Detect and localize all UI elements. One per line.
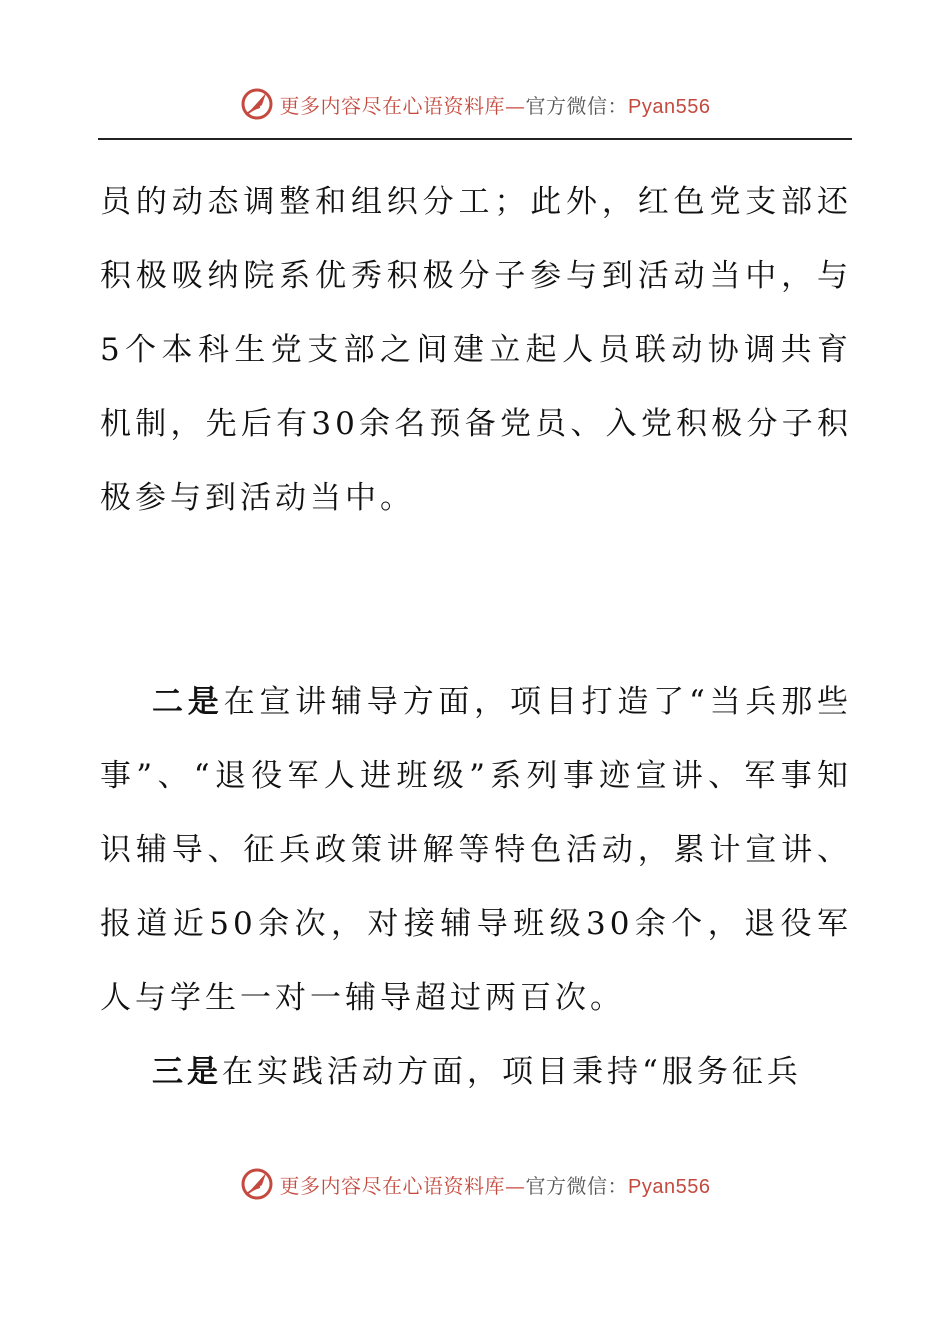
document-body — [100, 165, 852, 1109]
header-banner-inner — [240, 87, 711, 121]
quill-logo-icon — [240, 87, 274, 121]
paragraph-3-text: 在实践活动方面，项目秉持“服务征兵 — [222, 1054, 802, 1090]
quill-logo-icon — [240, 1167, 274, 1201]
banner-wechat-label: 官方微信： — [525, 93, 629, 118]
paragraph-3-lead: 三是 — [152, 1054, 222, 1090]
banner-site-text: 更多内容尽在心语资料库— — [279, 1173, 526, 1198]
banner-text — [280, 1170, 711, 1199]
paragraph-2 — [100, 665, 852, 1035]
paragraph-2-text: 在宣讲辅导方面，项目打造了“当兵那些事”、“退役军人进班级”系列事迹宣讲、军事知识辅导、征兵政策讲解等特色活动，累计宣讲、报道近50余次，对接辅导班级30余个，退役军人与学生一对一辅导超过两百次。 — [100, 684, 853, 1016]
header-banner — [0, 84, 950, 124]
banner-site-text: 更多内容尽在心语资料库— — [279, 93, 526, 118]
paragraph-spacer — [100, 535, 852, 665]
banner-wechat-id: Pyan556 — [628, 95, 711, 118]
footer-banner-inner — [240, 1167, 711, 1201]
banner-text — [280, 90, 711, 119]
banner-wechat-id: Pyan556 — [628, 1175, 711, 1198]
banner-wechat-label: 官方微信： — [525, 1173, 629, 1198]
paragraph-3 — [100, 1035, 852, 1109]
paragraph-1: 员的动态调整和组织分工；此外，红色党支部还积极吸纳院系优秀积极分子参与到活动当中，与5个本科生党支部之间建立起人员联动协调共育机制，先后有30余名预备党员、入党积极分子积极参与到活动当中。 — [100, 184, 852, 516]
paragraph-2-lead: 二是 — [152, 684, 224, 720]
footer-banner — [0, 1164, 950, 1204]
header-divider — [98, 138, 852, 140]
